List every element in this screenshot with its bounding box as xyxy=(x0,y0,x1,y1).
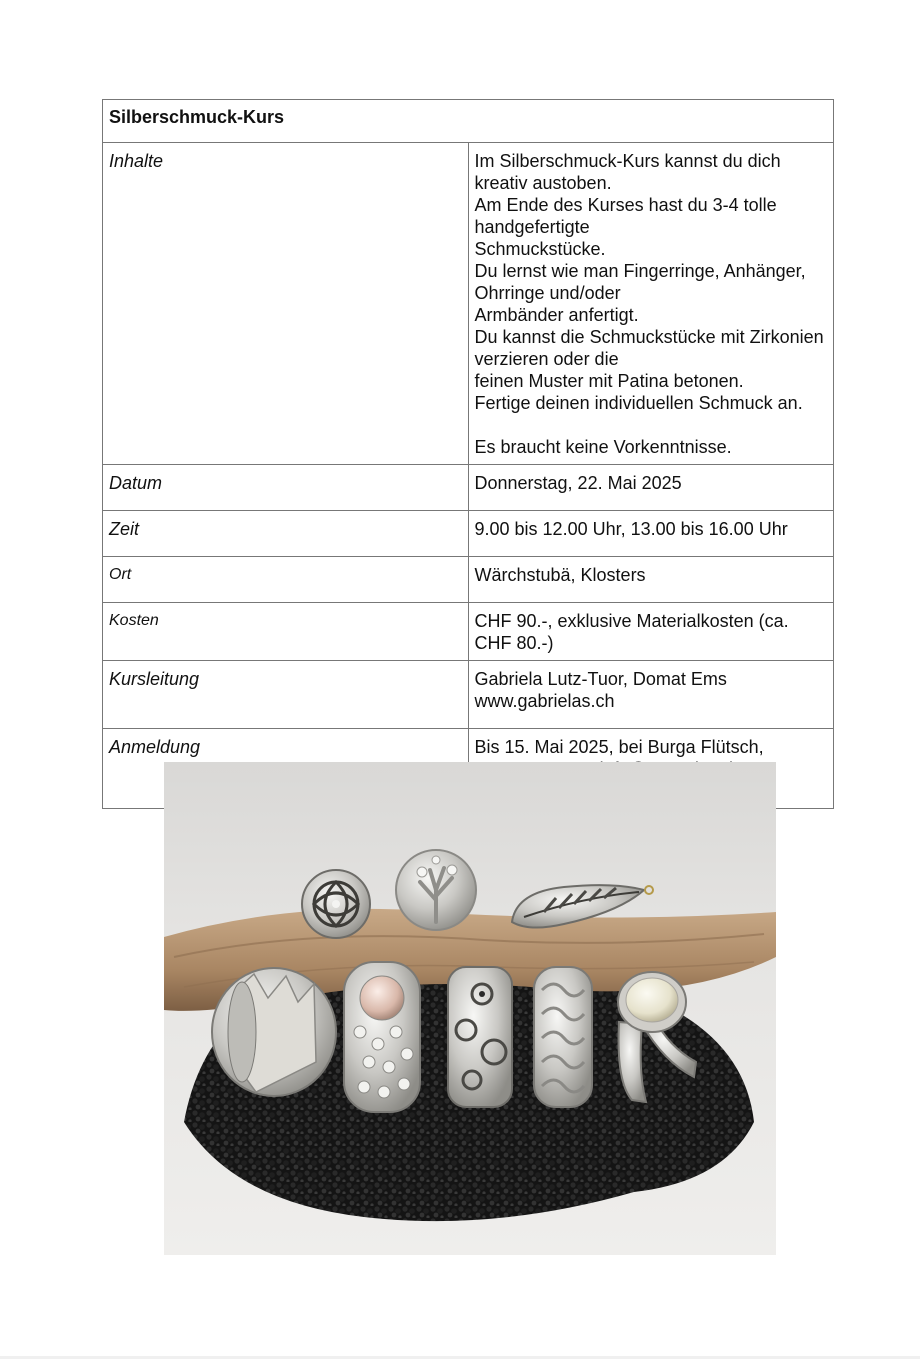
label-kosten: Kosten xyxy=(103,603,469,661)
value-zeit: 9.00 bis 12.00 Uhr, 13.00 bis 16.00 Uhr xyxy=(468,511,834,557)
label-inhalte: Inhalte xyxy=(103,143,469,465)
jewelry-photo xyxy=(164,762,776,1255)
value-kosten: CHF 90.-, exklusive Materialkosten (ca. CHF 80.-) xyxy=(468,603,834,661)
pearl-ring xyxy=(344,962,420,1112)
label-zeit: Zeit xyxy=(103,511,469,557)
inhalte-line: Armbänder anfertigt. xyxy=(474,305,639,325)
course-info-table xyxy=(102,99,834,809)
label-anmeldung: Anmeldung xyxy=(103,729,469,809)
inhalte-line: Im Silberschmuck-Kurs kannst du dich kreativ austoben. xyxy=(474,151,781,193)
inhalte-note: Es braucht keine Vorkenntnisse. xyxy=(474,437,732,457)
title-row xyxy=(103,100,834,143)
paragraph-gap xyxy=(475,414,828,436)
wave-ring xyxy=(534,967,592,1107)
celtic-pendant xyxy=(302,870,370,938)
row-zeit xyxy=(103,511,834,557)
kursleitung-name: Gabriela Lutz-Tuor, Domat Ems xyxy=(474,669,727,689)
inhalte-line: Du lernst wie man Fingerringe, Anhänger, Ohrringe und/oder xyxy=(474,261,806,303)
anmeldung-deadline: Bis 15. Mai 2025, bei Burga Flütsch, xyxy=(474,737,764,757)
kursleitung-website: www.gabrielas.ch xyxy=(474,691,615,711)
value-ort: Wärchstubä, Klosters xyxy=(468,557,834,603)
tree-pendant xyxy=(396,850,476,930)
value-kursleitung xyxy=(468,661,834,729)
label-datum: Datum xyxy=(103,465,469,511)
crown-ring xyxy=(212,968,336,1096)
label-ort: Ort xyxy=(103,557,469,603)
inhalte-line: Schmuckstücke. xyxy=(474,239,606,259)
row-kosten xyxy=(103,603,834,661)
row-datum xyxy=(103,465,834,511)
value-inhalte xyxy=(468,143,834,465)
inhalte-line: Am Ende des Kurses hast du 3-4 tolle handgefertigte xyxy=(474,195,777,237)
inhalte-line: Fertige deinen individuellen Schmuck an. xyxy=(474,393,803,413)
row-kursleitung xyxy=(103,661,834,729)
inhalte-line: Du kannst die Schmuckstücke mit Zirkonien verzieren oder die xyxy=(474,327,824,369)
value-datum: Donnerstag, 22. Mai 2025 xyxy=(468,465,834,511)
row-ort xyxy=(103,557,834,603)
jewelry-photo-illustration xyxy=(164,762,776,1255)
course-title: Silberschmuck-Kurs xyxy=(103,100,834,143)
row-inhalte xyxy=(103,143,834,465)
swirl-ring xyxy=(448,967,512,1107)
label-kursleitung: Kursleitung xyxy=(103,661,469,729)
inhalte-line: feinen Muster mit Patina betonen. xyxy=(474,371,744,391)
